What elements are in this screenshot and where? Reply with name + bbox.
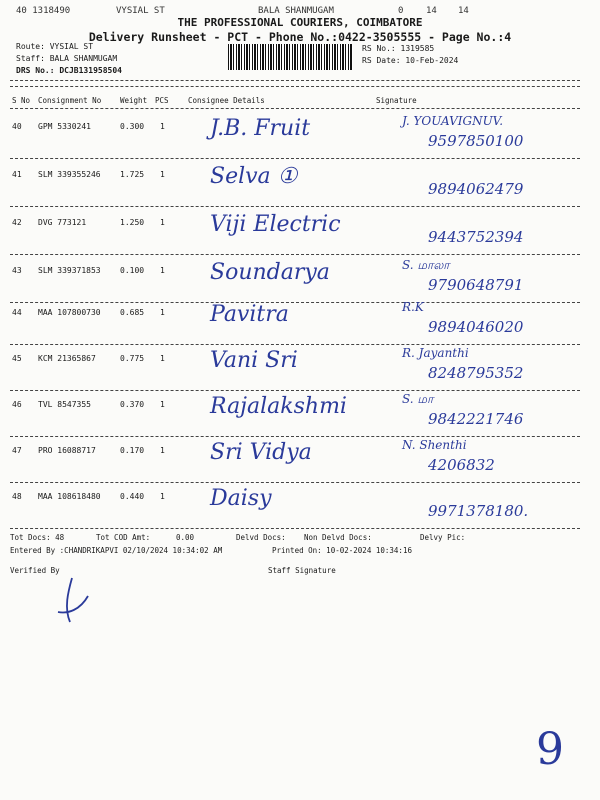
col-pcs: PCS [155,96,169,105]
row-signature-phone: 4206832 [428,456,495,474]
table-row [10,256,580,302]
row-signature-phone: 9597850100 [428,132,524,150]
top-staff: BALA SHANMUGAM [258,6,334,16]
row-consignment: SLM 339355246 [38,170,101,179]
row-consignee-handwritten: Rajalakshmi [210,394,347,419]
row-consignment: KCM 21365867 [38,354,96,363]
row-weight: 0.300 [120,122,145,131]
row-signature-phone: 9443752394 [428,228,524,246]
row-signature-name: J. YOUAVIGNUV. [402,114,504,128]
table-row [10,436,580,482]
row-signature-phone: 9971378180. [428,502,529,520]
table-row [10,208,580,254]
verified-by: Verified By [10,566,60,575]
row-sno: 43 [12,266,22,275]
row-sno: 47 [12,446,22,455]
tot-docs: Tot Docs: 48 [10,533,65,542]
row-consignment: TVL 8547355 [38,400,91,409]
row-weight: 1.250 [120,218,145,227]
top-area: VYSIAL ST [116,6,165,16]
row-signature-name: S. மாலா [402,258,450,272]
row-consignment: SLM 339371853 [38,266,101,275]
row-consignee-handwritten: Viji Electric [210,212,341,237]
row-consignment: DVG 773121 [38,218,87,227]
table-row [10,482,580,528]
row-consignee-handwritten: Pavitra [210,302,289,327]
divider [10,86,580,87]
staff: Staff: BALA SHANMUGAM [16,54,118,63]
row-sno: 41 [12,170,22,179]
row-consignment: GPM 5330241 [38,122,91,131]
row-pcs: 1 [160,218,165,227]
col-sno: S No [12,96,31,105]
table-row [10,344,580,390]
document-title: THE PROFESSIONAL COURIERS, COIMBATORE [177,16,423,29]
col-signature: Signature [376,96,417,105]
row-weight: 0.170 [120,446,145,455]
non-delvd-docs: Non Delvd Docs: [304,533,372,542]
route: Route: VYSIAL ST [16,42,94,51]
top-n3: 14 [458,6,469,16]
row-signature-name: R.K [402,300,424,314]
row-weight: 0.685 [120,308,145,317]
row-pcs: 1 [160,492,165,501]
entered-by: Entered By :CHANDRIKAPVI 02/10/2024 10:34:02 AM [10,546,223,555]
row-consignee-handwritten: Selva ① [210,164,298,189]
row-weight: 0.100 [120,266,145,275]
row-weight: 1.725 [120,170,145,179]
row-pcs: 1 [160,446,165,455]
row-sno: 40 [12,122,22,131]
row-pcs: 1 [160,354,165,363]
row-consignee-handwritten: Sri Vidya [210,440,312,465]
row-sno: 44 [12,308,22,317]
row-consignee-handwritten: Vani Sri [210,348,298,373]
row-signature-name: N. Shenthi [402,438,467,452]
table-row [10,160,580,206]
row-sno: 48 [12,492,22,501]
row-signature-phone: 9790648791 [428,276,524,294]
row-signature-phone: 9894062479 [428,180,524,198]
row-consignment: MAA 107800730 [38,308,101,317]
table-row [10,390,580,436]
row-weight: 0.440 [120,492,145,501]
row-signature-phone: 9894046020 [428,318,524,336]
row-sno: 46 [12,400,22,409]
rs-number: RS No.: 1319585 [362,44,435,53]
document-subtitle: Delivery Runsheet - PCT - Phone No.:0422-3505555 - Page No.:4 [88,30,512,44]
divider [10,108,580,109]
row-pcs: 1 [160,170,165,179]
row-consignee-handwritten: Soundarya [210,260,330,285]
row-divider [10,158,580,159]
drs-number: DRS No.: DCJB131958504 [16,66,122,75]
row-pcs: 1 [160,122,165,131]
row-consignment: MAA 108618480 [38,492,101,501]
verifier-signature [50,570,110,630]
row-pcs: 1 [160,400,165,409]
row-divider [10,528,580,529]
col-consignment: Consignment No [38,96,102,105]
row-weight: 0.775 [120,354,145,363]
row-pcs: 1 [160,308,165,317]
rs-date: RS Date: 10-Feb-2024 [362,56,459,65]
row-consignee-handwritten: Daisy [210,486,272,511]
col-consignee: Consignee Details [188,96,265,105]
corner-mark: 9 [536,724,564,775]
top-n1: 0 [398,6,404,16]
row-sno: 45 [12,354,22,363]
table-row [10,112,580,158]
divider [10,80,580,81]
row-signature-phone: 8248795352 [428,364,524,382]
row-sno: 42 [12,218,22,227]
tot-cod: Tot COD Amt: [96,533,151,542]
staff-signature: Staff Signature [268,566,336,575]
row-divider [10,206,580,207]
row-divider [10,254,580,255]
barcode [228,44,353,70]
row-weight: 0.370 [120,400,145,409]
delvd-docs: Delvd Docs: [236,533,286,542]
row-signature-name: R. Jayanthi [402,346,469,360]
row-signature-name: S. மா [402,392,434,406]
col-weight: Weight [120,96,148,105]
row-signature-phone: 9842221746 [428,410,524,428]
delvy-pic: Delvy Pic: [420,533,466,542]
row-pcs: 1 [160,266,165,275]
row-consignee-handwritten: J.B. Fruit [210,116,311,141]
top-code: 40 1318490 [16,6,71,16]
row-consignment: PRO 16088717 [38,446,96,455]
table-row [10,298,580,344]
printed-on: Printed On: 10-02-2024 10:34:16 [272,546,412,555]
top-n2: 14 [426,6,437,16]
cod-value: 0.00 [176,533,195,542]
